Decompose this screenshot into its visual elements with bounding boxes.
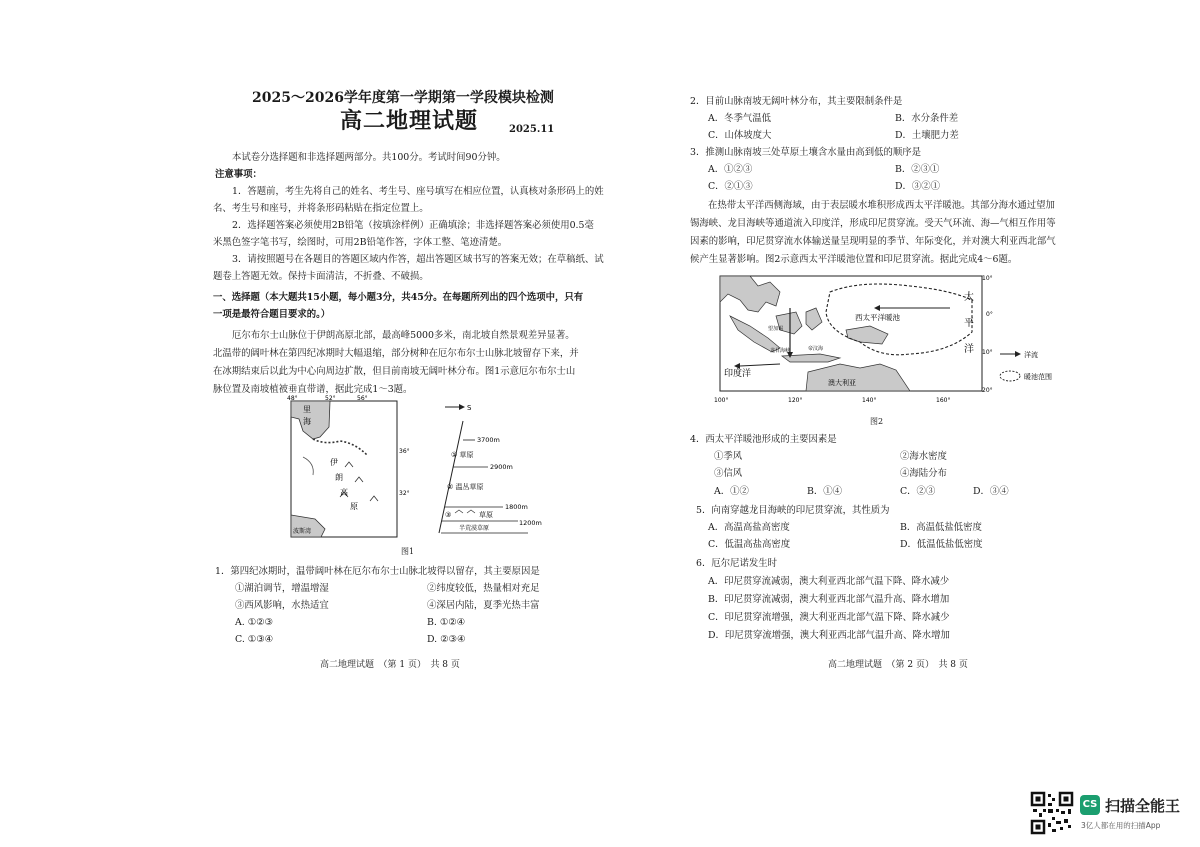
zone-1-label: ① 草原 — [451, 451, 474, 459]
map-plateau-2: 朗 — [335, 473, 343, 482]
map-lon-56: 56° — [357, 395, 368, 402]
passage-2-line-3: 因素的影响，印尼贯穿流水体输送量呈现明显的季节、年际变化，并对澳大利亚西北部气 — [690, 236, 1056, 247]
zone-4-label: 半荒漠草原 — [459, 525, 490, 532]
figure-2-map — [710, 272, 1052, 412]
question-4: 4．西太平洋暖池形成的主要因素是 — [690, 434, 837, 445]
q2-option-d[interactable]: D．土壤肥力差 — [895, 130, 959, 141]
q4-statement-4: ④海陆分布 — [900, 468, 947, 479]
exam-title: 2025～2026学年度第一学期第一学段模块检测 — [252, 90, 554, 106]
passage-2-line-2: 锡海峡、龙目海峡等通道流入印度洋，形成印尼贯穿流。受天气环流、海—气相互作用等 — [690, 218, 1056, 229]
q2-option-b[interactable]: B．水分条件差 — [895, 113, 959, 124]
zone-3-grassland: 草原 — [479, 511, 493, 519]
legend-current-label: 洋流 — [1024, 351, 1038, 359]
note-3-line-2: 题卷上答题无效。保持卡面清洁，不折叠、不破损。 — [213, 271, 429, 282]
zone-3-label: ③ — [445, 511, 452, 519]
section-1-heading-line-1: 一、选择题（本大题共15小题，每小题3分，共45分。在每题所列出的四个选项中，只有 — [213, 292, 584, 303]
q1-option-b[interactable]: B. ①②④ — [427, 617, 466, 628]
passage-2-line-1: 在热带太平洋西侧海域，由于表层暖水堆积形成西太平洋暖池。其部分海水通过望加 — [708, 200, 1055, 211]
q4-option-d[interactable]: D．③④ — [973, 486, 1009, 497]
lon-140: 140° — [862, 397, 877, 404]
warm-pool-label: 西太平洋暖池 — [855, 313, 900, 322]
q1-statement-3: ③西风影响，水热适宜 — [235, 600, 329, 611]
q5-option-d[interactable]: D．低温低盐低密度 — [900, 539, 983, 550]
figure-1-map — [285, 397, 425, 542]
map-plateau-4: 原 — [350, 502, 358, 511]
q5-option-c[interactable]: C．低温高盐高密度 — [708, 539, 791, 550]
figure-1-caption: 图1 — [401, 547, 415, 556]
q1-statement-1: ①湖泊调节，增温增湿 — [235, 583, 329, 594]
note-1-line-1: 1．答题前，考生先将自己的姓名、考生号、座号填写在相应位置，认真核对条形码上的姓 — [232, 186, 604, 197]
question-1: 1．第四纪冰期时，温带阔叶林在厄尔布尔士山脉北坡得以留存，其主要原因是 — [215, 566, 540, 577]
q3-option-d[interactable]: D．③②① — [895, 181, 941, 192]
strait-label-3: 帝汶海 — [808, 346, 824, 352]
camscanner-logo: CS — [1080, 795, 1100, 815]
q1-statement-4: ④深居内陆，夏季光热丰富 — [427, 600, 540, 611]
lon-120: 120° — [788, 397, 803, 404]
q3-option-a[interactable]: A．①②③ — [708, 164, 753, 175]
camscanner-name: 扫描全能王 — [1105, 797, 1181, 815]
q4-statement-1: ①季风 — [714, 451, 743, 462]
exam-subtitle: 高二地理试题 — [340, 108, 479, 134]
q5-option-a[interactable]: A．高温高盐高密度 — [708, 522, 790, 533]
pacific-label-2: 平 — [964, 318, 974, 329]
section-1-heading-line-2: 一项是最符合题目要求的。） — [213, 309, 331, 320]
passage-1-line-4: 脉位置及南坡植被垂直带谱，据此完成1～3题。 — [213, 384, 413, 395]
exam-date: 2025.11 — [509, 124, 555, 135]
lat-10n: 10° — [982, 275, 993, 282]
question-5: 5．向南穿越龙目海峡的印尼贯穿流，其性质为 — [696, 505, 890, 516]
zone-2-label: ② 温丛草原 — [447, 483, 484, 491]
left-page-footer: 高二地理试题 （第 1 页） 共 8 页 — [320, 660, 460, 670]
q1-option-a[interactable]: A. ①②③ — [235, 617, 273, 628]
question-3: 3．推测山脉南坡三处草原土壤含水量由高到低的顺序是 — [690, 147, 921, 158]
map-sea-1: 里 — [303, 405, 311, 414]
lat-0: 0° — [986, 311, 993, 318]
right-page-footer: 高二地理试题 （第 2 页） 共 8 页 — [828, 660, 968, 670]
passage-1-line-2: 北温带的阔叶林在第四纪冰期时大幅退缩，部分树种在厄尔布尔士山脉北坡留存下来，并 — [213, 348, 579, 359]
indian-ocean-label: 印度洋 — [724, 369, 752, 379]
question-2: 2．目前山脉南坡无阔叶林分布，其主要限制条件是 — [690, 96, 903, 107]
elev-2900: 2900m — [490, 463, 513, 471]
note-3-line-1: 3．请按照题号在各题目的答题区域内作答，超出答题区域书写的答案无效；在草稿纸、试 — [232, 254, 604, 265]
intro-text: 本试卷分选择题和非选择题两部分。共100分。考试时间90分钟。 — [232, 152, 506, 163]
pacific-label-3: 洋 — [964, 344, 974, 355]
q6-option-a[interactable]: A．印尼贯穿流减弱，澳大利亚西北部气温下降、降水减少 — [708, 576, 950, 587]
strait-label-2: 龙目海峡 — [770, 348, 791, 354]
note-2-line-1: 2．选择题答案必须使用2B铅笔（按填涂样例）正确填涂；非选择题答案必须使用0.5毫 — [232, 220, 594, 231]
elev-1200: 1200m — [519, 519, 542, 527]
question-6: 6．厄尔尼诺发生时 — [696, 558, 777, 569]
note-1-line-2: 名、考生号和座号，并将条形码粘贴在指定位置上。 — [213, 203, 429, 214]
australia-label: 澳大利亚 — [828, 379, 856, 387]
map-plateau-1: 伊 — [330, 458, 338, 467]
passage-2-line-4: 候产生显著影响。图2示意西太平洋暖池位置和印尼贯穿流。据此完成4～6题。 — [690, 254, 1018, 265]
q1-statement-2: ②纬度较低，热量相对充足 — [427, 583, 540, 594]
q4-option-c[interactable]: C．②③ — [900, 486, 936, 497]
elev-1800: 1800m — [505, 503, 528, 511]
q6-option-b[interactable]: B．印尼贯穿流减弱，澳大利亚西北部气温升高、降水增加 — [708, 594, 950, 605]
pacific-label-1: 太 — [964, 292, 974, 303]
q3-option-c[interactable]: C．②①③ — [708, 181, 753, 192]
map-lat-36: 36° — [399, 448, 410, 455]
legend-pool-label: 暖池范围 — [1024, 373, 1052, 381]
q2-option-c[interactable]: C．山体坡度大 — [708, 130, 772, 141]
lon-100: 100° — [714, 397, 729, 404]
figure-2-caption: 图2 — [870, 417, 884, 426]
q4-statement-3: ③信风 — [714, 468, 743, 479]
q6-option-c[interactable]: C．印尼贯穿流增强，澳大利亚西北部气温下降、降水减少 — [708, 612, 950, 623]
q1-option-d[interactable]: D. ②③④ — [427, 634, 466, 645]
map-sea-2: 海 — [303, 417, 311, 426]
figure-1-vegetation-zones — [433, 397, 543, 537]
camscanner-tagline: 3亿人都在用的扫描App — [1081, 821, 1161, 830]
note-2-line-2: 米黑色签字笔书写，绘图时，可用2B铅笔作答，字体工整、笔迹清楚。 — [213, 237, 508, 248]
qr-code-icon — [1030, 791, 1074, 835]
q2-option-a[interactable]: A．冬季气温低 — [708, 113, 772, 124]
passage-1-line-1: 厄尔布尔士山脉位于伊朗高原北部，最高峰5000多米，南北坡自然景观差异显著。 — [232, 330, 575, 341]
q5-option-b[interactable]: B．高温低盐低密度 — [900, 522, 982, 533]
map-plateau-3: 高 — [340, 488, 348, 497]
q6-option-d[interactable]: D．印尼贯穿流增强，澳大利亚西北部气温升高、降水增加 — [708, 630, 950, 641]
map-lat-32: 32° — [399, 490, 410, 497]
zone-arrow-s: S — [467, 404, 472, 412]
map-lon-48: 48° — [287, 395, 298, 402]
lon-160: 160° — [936, 397, 951, 404]
q4-option-a[interactable]: A．①② — [714, 486, 749, 497]
q1-option-c[interactable]: C. ①③④ — [235, 634, 274, 645]
map-lon-52: 52° — [325, 395, 336, 402]
notes-heading: 注意事项： — [215, 169, 262, 180]
q4-option-b[interactable]: B．①④ — [807, 486, 843, 497]
lat-20s: 20° — [982, 387, 993, 394]
elev-3700: 3700m — [477, 436, 500, 444]
q3-option-b[interactable]: B．②③① — [895, 164, 940, 175]
strait-label-1: 望加锡 — [768, 326, 784, 332]
q4-statement-2: ②海水密度 — [900, 451, 947, 462]
map-gulf-label: 波斯湾 — [293, 528, 312, 535]
lat-10s: 10° — [982, 349, 993, 356]
passage-1-line-3: 在冰期结束后以此为中心向周边扩散，但目前南坡无阔叶林分布。图1示意厄尔布尔士山 — [213, 366, 576, 377]
